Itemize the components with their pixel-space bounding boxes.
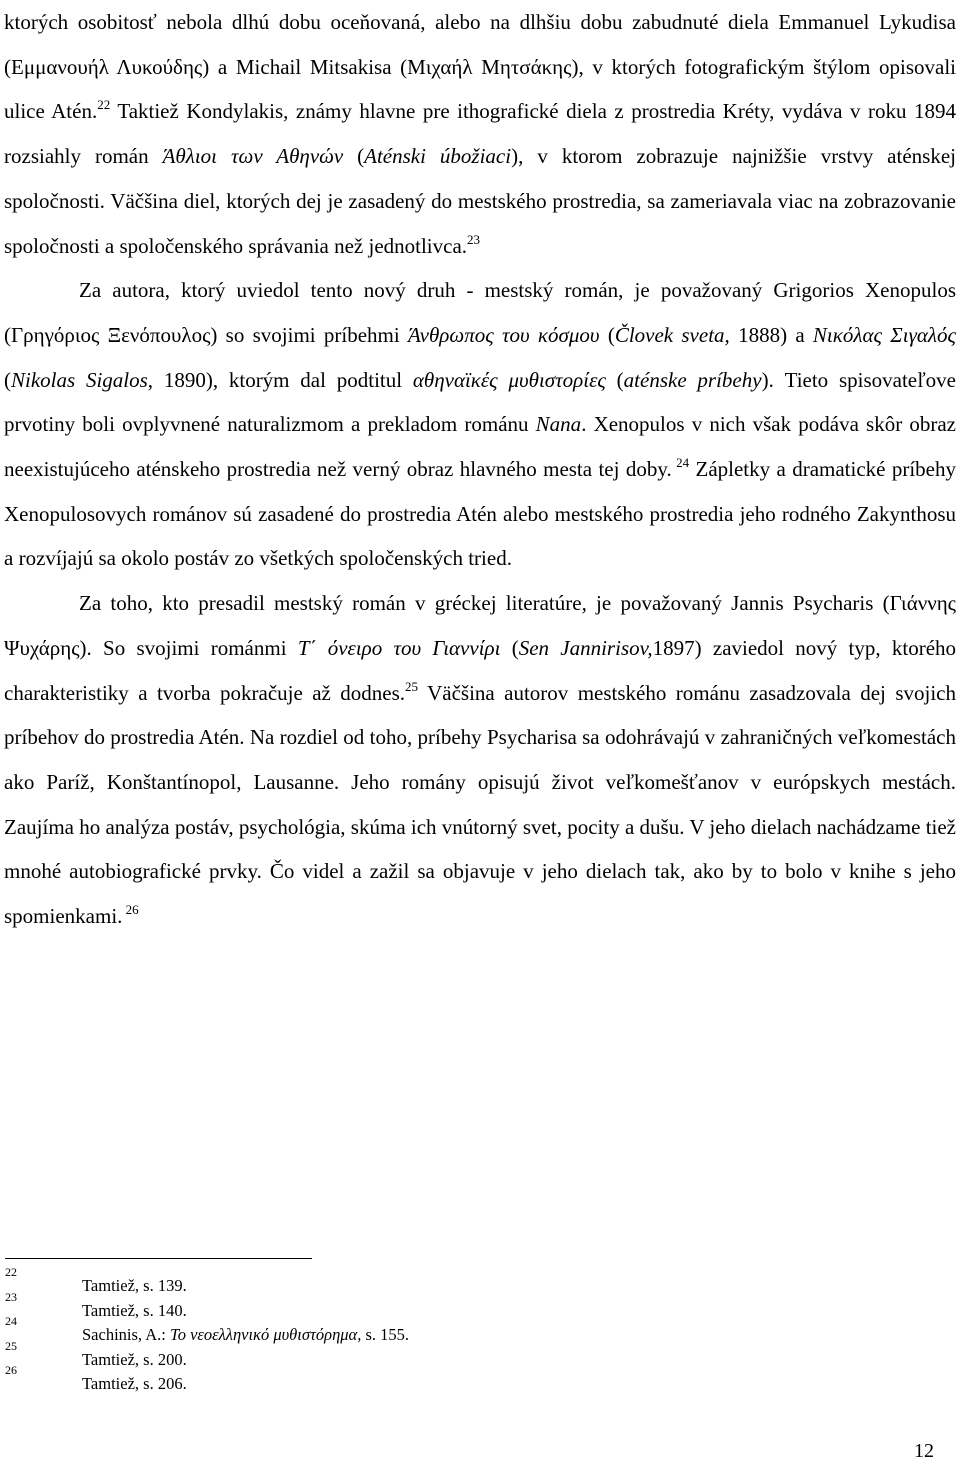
text-run: Zápletky a dramatické príbehy Xenopulosovych románov sú zasadené do prostredia Atén alebo mestského prostredia jeho rodného Zakynthosu a rozvíjajú sa okolo postáv zo všetkých spoločenských tried. (4, 457, 957, 571)
footnote-number: 26 (5, 1363, 17, 1377)
text-run: ( (4, 367, 11, 392)
footnotes (5, 1265, 705, 1394)
footnote (5, 1338, 705, 1370)
text-run: ktorých osobitosť nebola dlhú dobu oceňovaná, alebo na dlhšiu dobu zabudnuté diela Emmanuel Lykudisa (Εμμανουήλ Λυκούδης) a Michail Mitsakisa (Μιχαήλ Μητσάκης), v ktorých fotografickým štýlom opisovali ulice Atén. (4, 10, 956, 124)
footnote-reference: 23 (467, 231, 481, 247)
body-text (4, 0, 956, 939)
footnote-text (82, 1276, 187, 1296)
text-run: Sachinis, A.: (82, 1325, 171, 1344)
text-run: ( (343, 144, 365, 169)
paragraph (4, 0, 956, 268)
italic-text: Νικόλας Σιγαλός (812, 322, 956, 347)
italic-text: αθηναϊκές μυθιστορίες (412, 367, 606, 392)
italic-text: Nana (535, 412, 582, 437)
footnote-reference: 22 (97, 97, 111, 113)
text-run: Tamtiež, s. 140. (82, 1300, 187, 1320)
text-run: s. 155. (361, 1325, 410, 1344)
text-run: 1888) a (729, 322, 813, 347)
footnote-number: 25 (5, 1338, 17, 1353)
footnote (5, 1363, 705, 1394)
text-run: Za autora, ktorý uviedol tento nový druh - mestský román, je považovaný Grigorios Xenopulos (Γρηγόριος Ξενόπουλος) so svojimi príbehmi (4, 278, 956, 347)
text-run: ( (605, 367, 624, 392)
text-run: Tamtiež, s. 139. (82, 1276, 187, 1295)
footnote (5, 1265, 705, 1296)
italic-text: Άνθρωπος του κόσμου (407, 322, 600, 347)
footnote-text (82, 1301, 187, 1321)
text-run: , 1890), ktorým dal podtitul (147, 367, 413, 392)
italic-text: Sen Jannirisov, (518, 635, 653, 660)
footnote (5, 1314, 705, 1345)
text-run: Za toho, kto presadil mestský román v gréckej literatúre, je považovaný Jannis Psycharis (Γιάννης Ψυχάρης). So svojimi románmi (4, 591, 956, 660)
italic-text: Nikolas Sigalos (11, 367, 148, 392)
italic-text: Človek sveta, (614, 322, 730, 347)
footnote-text (82, 1350, 187, 1370)
footnote (5, 1289, 705, 1321)
footnote-reference: 24 (671, 455, 690, 471)
italic-text: Τ΄ όνειρο του Γιαννίρι (297, 635, 501, 660)
text-run: ). Tieto spisovateľove prvotiny boli ovplyvnené naturalizmom a prekladom románu (4, 367, 956, 437)
footnote-reference: 26 (122, 902, 139, 918)
text-run: Väčšina autorov mestského románu zasadzovala dej svojich príbehov do prostredia Atén. Na rozdiel od toho, príbehy Psycharisa sa odohrávajú v zahraničných veľkomestách ako Paríž, Konštantínopol, Lausanne. Jeho romány opisujú život veľkomešťanov v európskych mestách. Zaujíma ho analýza postáv, psychológia, skúma ich vnútorný svet, pocity a dušu. V jeho dielach nachádzame tiež mnohé autobiografické prvky. Čo videl a zažil sa objavuje v jeho dielach tak, ako by to bolo v knihe s jeho spomienkami. (4, 680, 956, 929)
page-number: 12 (914, 1440, 934, 1462)
paragraph (4, 581, 956, 939)
italic-text: Άθλιοι των Αθηνών (162, 144, 344, 169)
text-run: Taktiež Kondylakis, známy hlavne pre ithografické diela z prostredia Kréty, vydáva v roku 1894 rozsiahly román (4, 99, 956, 169)
paragraph (4, 268, 956, 581)
text-run: ( (500, 635, 519, 660)
footnote-number: 24 (5, 1314, 17, 1328)
text-run: ), v ktorom zobrazuje najnižšie vrstvy aténskej spoločnosti. Väčšina diel, ktorých dej je zasadený do mestského prostredia, sa zameriavala viac na zobrazovanie spoločnosti a spoločenského správania než jednotlivca. (4, 144, 956, 258)
footnote-reference: 25 (405, 678, 419, 694)
footnote-number: 23 (5, 1289, 17, 1304)
italic-text: Aténski úbožiaci (364, 144, 512, 169)
footnote-text (82, 1325, 409, 1345)
text-run: 1897) zaviedol nový typ, ktorého charakteristiky a tvorba pokračuje až dodnes. (4, 635, 957, 705)
text-run: . Xenopulos v nich však podáva skôr obraz neexistujúceho aténskeho prostredia než verný obraz hlavného mesta tej doby. (4, 412, 956, 482)
text-run: Tamtiež, s. 206. (82, 1374, 187, 1393)
footnote-separator (5, 1258, 312, 1259)
footnote-number: 22 (5, 1265, 17, 1279)
text-run: ( (599, 322, 615, 347)
footnote-text (82, 1374, 187, 1394)
text-run: Tamtiež, s. 200. (82, 1349, 187, 1369)
italic-text: aténske príbehy (623, 367, 762, 392)
italic-text: Το νεοελληνικό μυθιστόρημα, (170, 1325, 362, 1344)
